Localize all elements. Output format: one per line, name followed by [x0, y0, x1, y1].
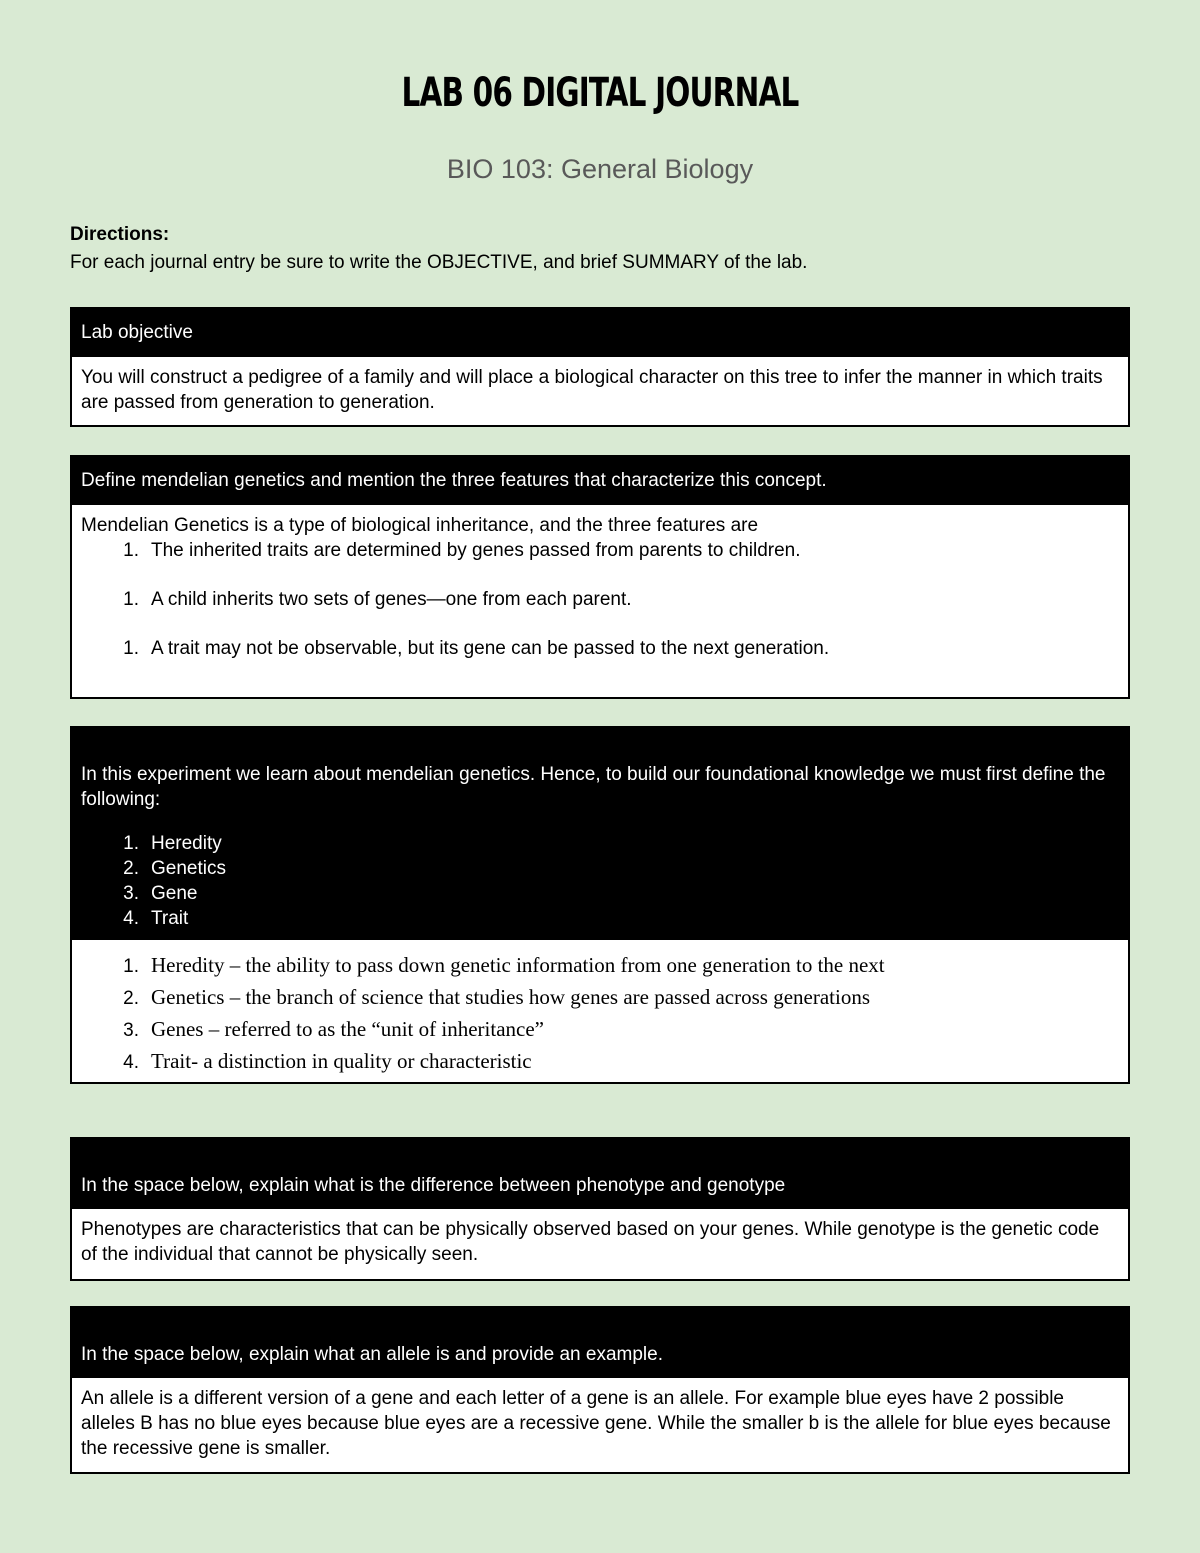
list-item: 4. Trait — [123, 908, 189, 929]
definitions-prompt: In this experiment we learn about mendelian genetics. Hence, to build our foundational knowledge we must first define the following: — [81, 764, 1106, 810]
allele-heading: In the space below, explain what an allele is and provide an example. — [72, 1308, 1128, 1378]
objective-box — [70, 307, 1130, 427]
mendelian-box — [70, 455, 1130, 699]
list-item: 4. Trait- a distinction in quality or characteristic — [123, 1049, 532, 1073]
directions-label: Directions: — [70, 224, 170, 245]
mendelian-answer[interactable] — [72, 505, 1128, 661]
phenotype-heading: In the space below, explain what is the difference between phenotype and genotype — [72, 1139, 1128, 1209]
objective-heading: Lab objective — [72, 309, 1128, 357]
list-item: 2. Genetics — [123, 858, 226, 879]
allele-box — [70, 1306, 1130, 1474]
definitions-answers — [81, 950, 1119, 1078]
list-item: 1. The inherited traits are determined by genes passed from parents to children. — [123, 540, 801, 561]
list-item: 3. Gene — [123, 883, 198, 904]
list-item: 2. Genetics – the branch of science that studies how genes are passed across generations — [123, 985, 870, 1009]
directions — [70, 224, 807, 274]
list-item: 1. Heredity — [123, 833, 222, 854]
definitions-answer[interactable] — [72, 940, 1128, 1078]
mendelian-intro: Mendelian Genetics is a type of biological inheritance, and the three features are — [81, 515, 759, 536]
directions-text: For each journal entry be sure to write the OBJECTIVE, and brief SUMMARY of the lab. — [70, 252, 808, 273]
page-title: LAB 06 DIGITAL JOURNAL — [401, 70, 799, 116]
definitions-terms — [81, 831, 1119, 931]
allele-answer[interactable]: An allele is a different version of a gene and each letter of a gene is an allele. For example blue eyes have 2 possible alleles B has no blue eyes because blue eyes are a recessive gene. While the smaller b is the allele for blue eyes because the recessive gene is smaller. — [81, 1388, 1111, 1459]
objective-answer[interactable]: You will construct a pedigree of a family and will place a biological character on this tree to infer the manner in which traits are passed from generation to generation. — [81, 367, 1103, 413]
definitions-box — [70, 726, 1130, 1084]
page-subtitle: BIO 103: General Biology — [446, 154, 754, 184]
definitions-heading — [72, 728, 1128, 940]
phenotype-answer[interactable]: Phenotypes are characteristics that can be physically observed based on your genes. While genotype is the genetic code of the individual that cannot be physically seen. — [81, 1219, 1100, 1265]
mendelian-list — [81, 538, 1119, 661]
list-item: 1. A child inherits two sets of genes—one from each parent. — [123, 589, 632, 610]
list-item: 1. Heredity – the ability to pass down genetic information from one generation to the next — [123, 953, 885, 977]
mendelian-heading: Define mendelian genetics and mention the three features that characterize this concept. — [72, 457, 1128, 505]
list-item: 1. A trait may not be observable, but its gene can be passed to the next generation. — [123, 638, 830, 659]
list-item: 3. Genes – referred to as the “unit of inheritance” — [123, 1017, 544, 1041]
phenotype-box — [70, 1137, 1130, 1281]
